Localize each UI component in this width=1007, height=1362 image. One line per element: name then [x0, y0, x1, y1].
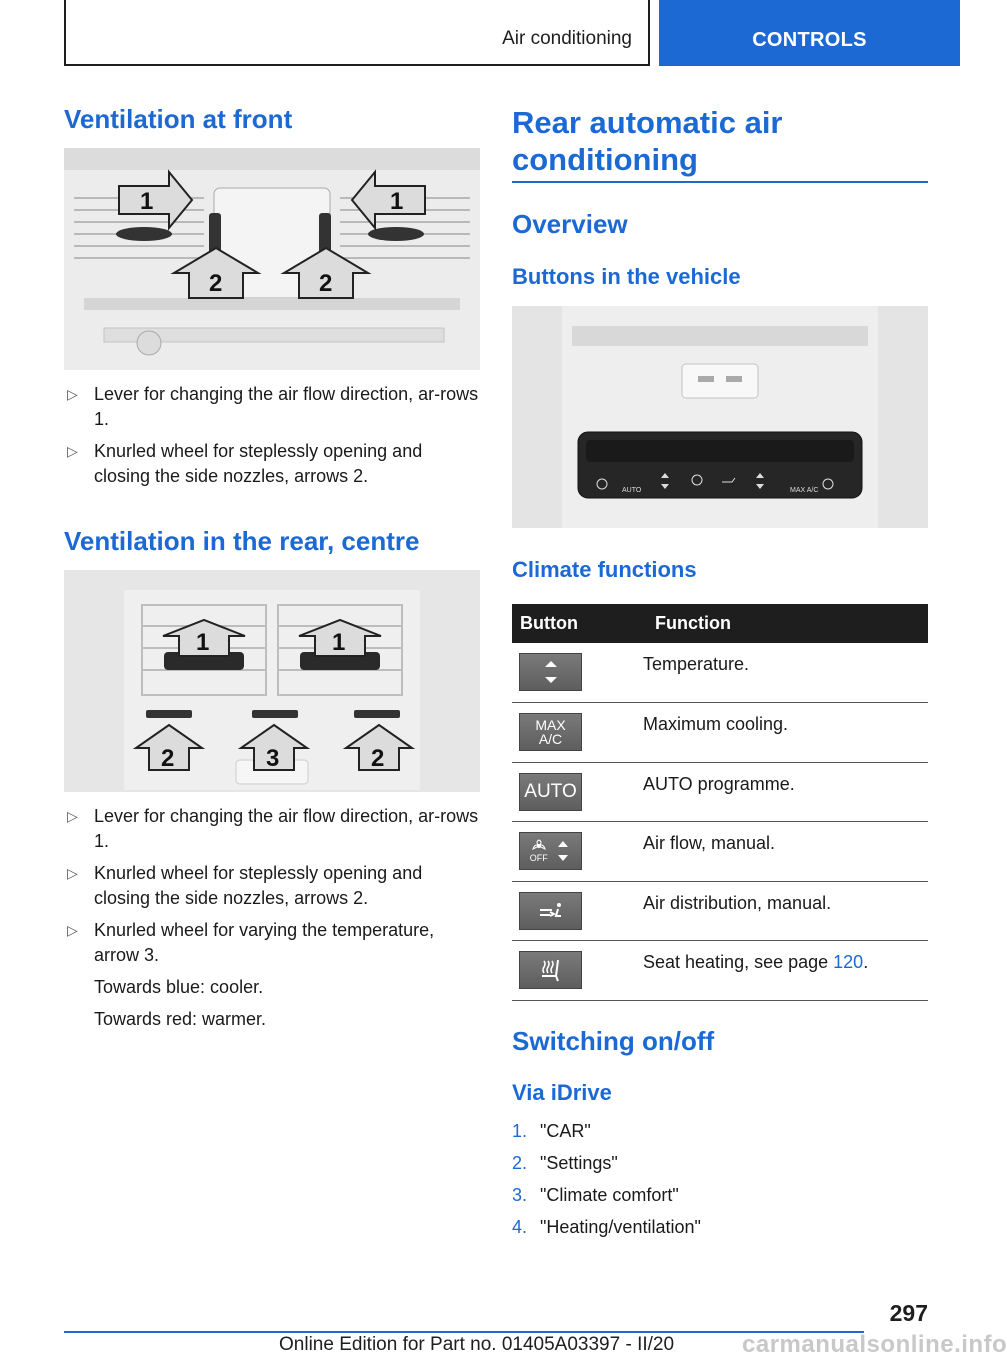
rear-label-1a: 1: [196, 629, 210, 656]
rear-label-3: 3: [266, 745, 280, 772]
idrive-steps-list: [512, 1115, 701, 1243]
table-header-row: [512, 604, 928, 643]
list-item: ▷ Lever for changing the air flow direction, ar-rows 1.: [67, 806, 479, 851]
rear-control-panel-photo: [512, 306, 928, 528]
heading-climate-functions: Climate functions: [512, 557, 697, 582]
list-item: ▷ Knurled wheel for steplessly opening and closing the side nozzles, arrows 2.: [67, 441, 423, 486]
section-title: Air conditioning: [502, 28, 632, 49]
triangle-bullet-icon: ▷: [67, 808, 78, 824]
panel-auto-label: AUTO: [622, 487, 642, 494]
function-text: Temperature.: [643, 643, 928, 703]
header-frame: [64, 0, 650, 66]
air-distribution-icon: [519, 892, 582, 930]
list-item: 4. "Heating/ventilation": [512, 1217, 701, 1237]
page-number: 297: [889, 1300, 928, 1326]
heading-overview: Overview: [512, 209, 628, 239]
temperature-arrows-icon: [519, 653, 582, 691]
table-row: [512, 643, 928, 703]
list-item: 2. "Settings": [512, 1153, 618, 1173]
triangle-bullet-icon: ▷: [67, 386, 78, 402]
heading-switching-on-off: Switching on/off: [512, 1026, 715, 1056]
table-row: [512, 881, 928, 941]
watermark: carmanualsonline.info: [742, 1331, 1007, 1358]
warmer-note: Towards red: warmer.: [94, 1009, 267, 1029]
chapter-tab[interactable]: [659, 0, 960, 66]
triangle-bullet-icon: ▷: [67, 922, 78, 938]
front-label-2a: 2: [209, 270, 223, 297]
heading-rule: [512, 181, 928, 183]
rear-vent-list: [64, 804, 480, 1039]
auto-icon: AUTO: [519, 773, 582, 811]
heading-buttons-in-vehicle: Buttons in the vehicle: [512, 264, 741, 289]
triangle-bullet-icon: ▷: [67, 865, 78, 881]
rear-label-2a: 2: [161, 745, 175, 772]
table-row: [512, 941, 928, 1001]
list-item: 3. "Climate comfort": [512, 1185, 679, 1205]
function-text: AUTO programme.: [643, 762, 928, 822]
page-link-120[interactable]: 120: [833, 952, 864, 972]
cooler-note: Towards blue: cooler.: [94, 977, 264, 997]
list-item: 1. "CAR": [512, 1121, 591, 1141]
front-vents-photo: [64, 148, 480, 370]
max-ac-icon: MAX A/C: [519, 713, 582, 751]
table-row: [512, 703, 928, 763]
edition-text: Online Edition for Part no. 01405A03397 - II/20: [279, 1334, 675, 1355]
function-text: Air flow, manual.: [643, 822, 928, 882]
function-text: Maximum cooling.: [643, 703, 928, 763]
column-header-button: Button: [512, 604, 643, 643]
fan-off-icon: OFF: [519, 832, 582, 870]
panel-maxac-label: MAX A/C: [790, 487, 819, 494]
column-header-function: Function: [643, 604, 928, 643]
front-label-2b: 2: [319, 270, 333, 297]
list-item: ▷ Lever for changing the air flow direction, ar-rows 1.: [67, 384, 479, 429]
seat-heating-icon: [519, 951, 582, 989]
table-row: [512, 762, 928, 822]
rear-label-2b: 2: [371, 745, 385, 772]
front-vent-list: [64, 382, 480, 496]
triangle-bullet-icon: ▷: [67, 443, 78, 459]
heading-ventilation-front: Ventilation at front: [64, 104, 293, 134]
heading-rear-automatic-ac: Rear automatic air conditioning: [512, 105, 783, 177]
rear-label-1b: 1: [332, 629, 346, 656]
front-label-1a: 1: [140, 188, 154, 215]
climate-functions-table: [512, 604, 928, 1001]
heading-via-idrive: Via iDrive: [512, 1080, 612, 1105]
list-item: ▷ Knurled wheel for varying the temperature, arrow 3. Towards blue: cooler. Towards red: warmer.: [64, 918, 480, 1032]
front-label-1b: 1: [390, 188, 404, 215]
table-row: [512, 822, 928, 882]
function-text: Seat heating, see page 120.: [643, 941, 928, 1001]
rear-vents-photo: [64, 570, 480, 792]
chapter-tab-label: CONTROLS: [752, 29, 867, 51]
list-item: ▷ Knurled wheel for steplessly opening and closing the side nozzles, arrows 2.: [67, 863, 423, 908]
heading-ventilation-rear: Ventilation in the rear, centre: [64, 526, 420, 556]
function-text: Air distribution, manual.: [643, 881, 928, 941]
